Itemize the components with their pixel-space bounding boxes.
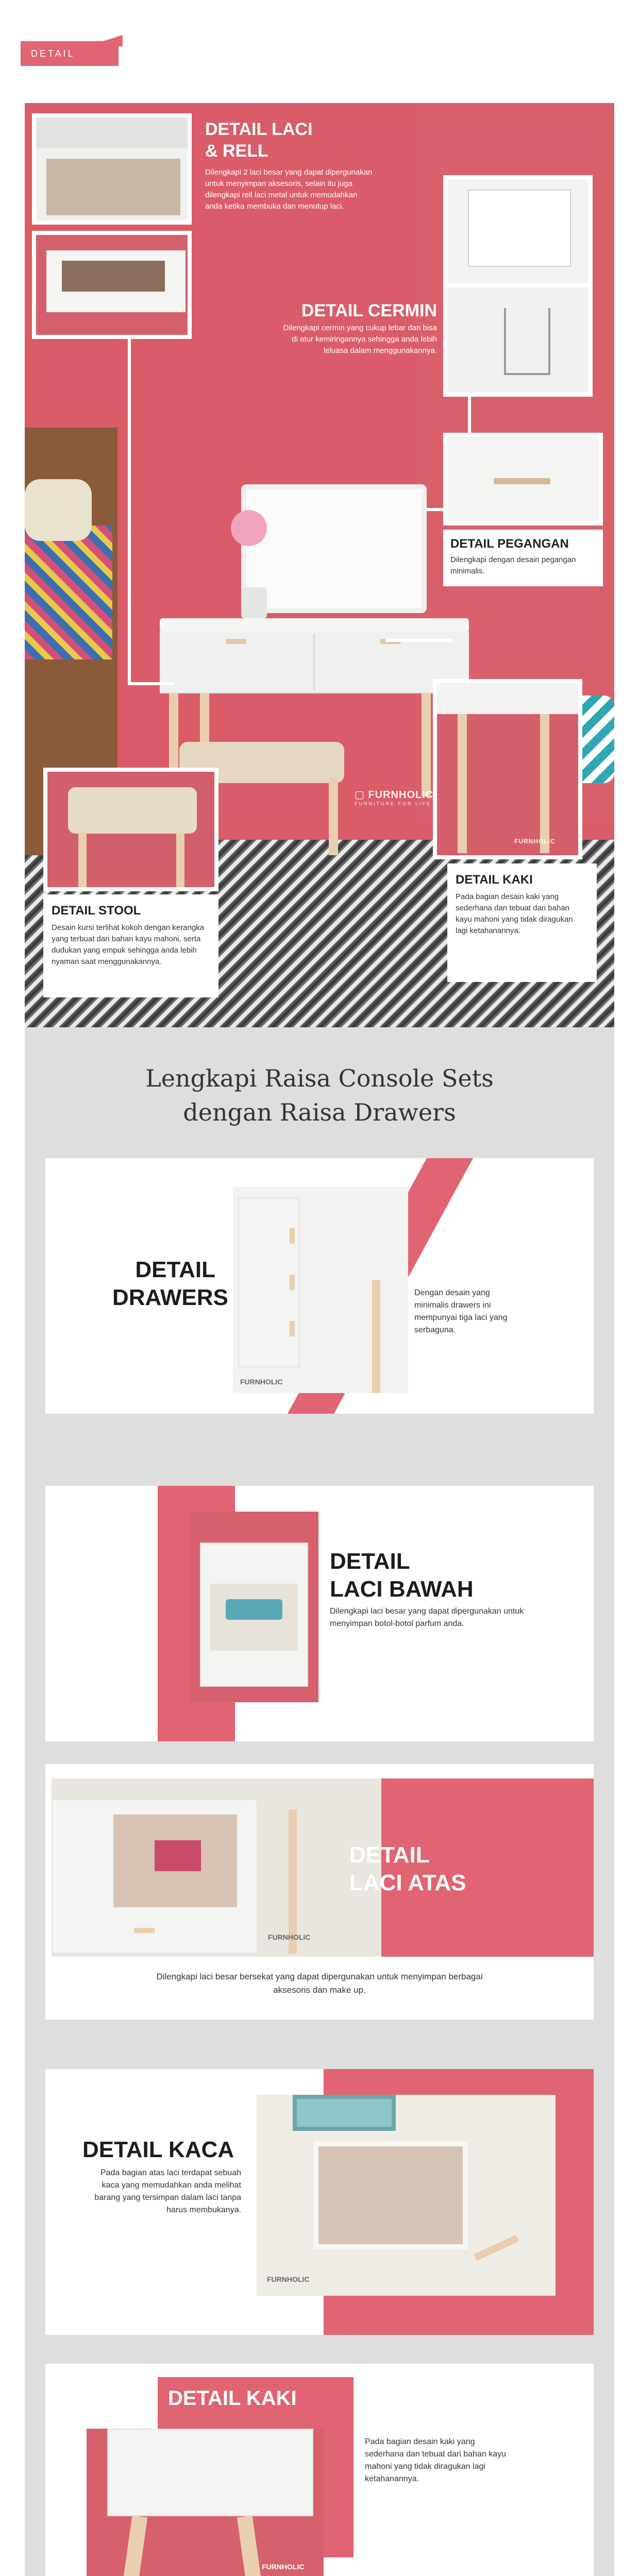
furnholic-logo-icon: ▢	[355, 789, 368, 801]
card-detail-kaca	[45, 2069, 594, 2335]
kaca-title: DETAIL KACA	[82, 2137, 234, 2162]
stool-leg-photo	[176, 833, 184, 887]
card-detail-drawers	[45, 1158, 594, 1414]
accessory-box-photo	[155, 1840, 201, 1871]
inset-pegangan-photo	[443, 433, 603, 526]
inset-stool-photo	[43, 768, 218, 891]
brand-watermark: FURNHOLIC	[267, 2275, 310, 2283]
drawers-handle	[290, 1228, 295, 1244]
table-leg-photo	[289, 1809, 297, 1954]
header-tag-label: DETAIL	[31, 48, 75, 59]
inset-cermin-photo	[443, 175, 593, 289]
kaki-leg-photo	[124, 2515, 147, 2576]
glass-top-drawer-photo	[313, 2141, 468, 2249]
brand-watermark: FURNHOLIC	[514, 838, 556, 845]
table-leg-photo	[372, 1280, 380, 1393]
hero-table-top	[160, 618, 469, 633]
kaki-card	[447, 863, 597, 982]
laci-atas-description: Dilengkapi laci besar bersekat yang dapat dipergunakan untuk menyimpan berbagai aksesoris dan make up.	[156, 1972, 483, 1995]
laci-description: Dilengkapi 2 laci besar yang dapat dipergunakan untuk menyimpan aksesoris, selain itu juga dilengkapi rell laci metal untuk memudahkan anda ketika membuka dan menutup laci.	[205, 168, 373, 211]
hero-pillow-left	[25, 479, 92, 541]
card-detail-kaki	[45, 2364, 594, 2576]
brand-watermark: FURNHOLIC	[240, 1378, 283, 1386]
hero-drawer-handle	[226, 639, 246, 644]
brand-watermark: FURNHOLIC	[268, 1933, 311, 1941]
drawers-handle	[290, 1275, 295, 1290]
drawer-items-photo	[62, 261, 165, 292]
stool-leg-photo	[78, 833, 87, 887]
mirror-hinge-photo	[504, 308, 550, 375]
drawers-handle	[290, 1321, 295, 1336]
header-tag	[21, 41, 119, 66]
kaca-description: Pada bagian atas laci terdapat sebuah kaca yang memudahkan anda melihat barang yang tersimpan dalam laci tanpa harus membukanya.	[94, 2168, 241, 2214]
kaki-card-description: Pada bagian desain kaki yang sederhana dan tebuat dari bahan kayu mahoni yang tidak diragukan lagi ketahanannya.	[365, 2437, 506, 2483]
inset-laci-top-photo	[32, 113, 192, 225]
table-leg-photo	[458, 714, 467, 853]
kaki-card-title: DETAIL KAKI	[168, 2387, 297, 2410]
laci-bawah-photo	[190, 1512, 318, 1702]
inset-kaki-photo	[433, 679, 582, 859]
kaki-description: Pada bagian desain kaki yang sederhana dan tebuat dari bahan kayu mahoni yang tidak diragukan lagi ketahanannya.	[456, 892, 573, 935]
cermin-title: DETAIL CERMIN	[301, 301, 437, 320]
hero-table-leg	[422, 693, 431, 796]
perfume-bottle-photo	[226, 1599, 282, 1620]
hero-stool-leg	[329, 778, 338, 855]
brand-watermark: FURNHOLIC	[262, 2563, 305, 2571]
hero-mirror	[241, 484, 427, 613]
laci-bawah-description: Dilengkapi laci besar yang dapat dipergunakan untuk menyimpan botol-botol parfum anda.	[330, 1607, 524, 1628]
stool-card	[43, 894, 218, 997]
kaki-cabinet	[107, 2429, 313, 2516]
kaki-leg-photo	[237, 2515, 261, 2576]
hero-vase	[241, 587, 267, 618]
laci-atas-title: DETAIL LACI ATAS	[349, 1842, 466, 1895]
hero-section	[25, 103, 614, 1027]
stool-seat-photo	[68, 787, 197, 834]
laci-title: DETAIL LACI & RELL	[205, 120, 313, 161]
hero-bed-sheet	[25, 526, 112, 659]
table-edge-photo	[437, 683, 578, 714]
drawers-title: DETAIL DRAWERS	[112, 1257, 228, 1310]
drawer-rail-photo	[46, 159, 180, 215]
section-title: Lengkapi Raisa Console Sets dengan Raisa Drawers	[145, 1064, 494, 1126]
hero-flower	[231, 510, 267, 546]
mirror-frame-photo	[293, 2095, 396, 2131]
table-leg-photo	[540, 714, 549, 853]
stool-title: DETAIL STOOL	[52, 904, 141, 918]
pegangan-card	[443, 530, 603, 586]
connector-line	[128, 324, 131, 684]
drawer-top-photo	[36, 117, 188, 148]
mirror-photo	[468, 190, 571, 267]
hero-drawer-divider	[313, 634, 315, 690]
kaca-handle	[474, 2235, 518, 2261]
laci-bawah-title: DETAIL LACI BAWAH	[330, 1549, 474, 1602]
brand-watermark: ▢ FURNHOLIC FURNITURE FOR LIFE	[355, 789, 434, 806]
cermin-description: Dilengkapi cermin yang cukup lebar dan bisa di atur kemiringannya sehingga anda lebih leluasa dalam menggunakannya.	[283, 324, 437, 355]
handle-photo	[494, 478, 550, 484]
pegangan-title: DETAIL PEGANGAN	[450, 537, 569, 551]
connector-line	[385, 639, 452, 642]
inset-cermin-hinge-photo	[443, 283, 593, 397]
kaki-title: DETAIL KAKI	[456, 873, 533, 887]
kaca-photo	[257, 2095, 556, 2296]
laci-atas-handle	[134, 1928, 155, 1933]
drawers-photo	[233, 1187, 408, 1393]
connector-line	[128, 682, 174, 685]
laci-atas-photo	[52, 1778, 381, 1957]
stool-description: Desain kursi terlihat kokoh dengan kerangka yang terbuat dari bahan kayu mahoni, serta dudukan yang empuk sehingga anda lebih nyaman saat menggunakannya.	[52, 923, 205, 966]
pegangan-description: Dilengkapi dengan desain pegangan minimalis.	[450, 555, 576, 575]
drawers-description: Dengan desain yang minimalis drawers ini mempunyai tiga laci yang serbaguna.	[414, 1289, 508, 1334]
card-detail-laci-bawah	[45, 1486, 594, 1741]
card-detail-laci-atas	[45, 1764, 594, 2020]
inset-laci-open-photo	[32, 231, 192, 339]
kaki-photo	[87, 2429, 324, 2576]
